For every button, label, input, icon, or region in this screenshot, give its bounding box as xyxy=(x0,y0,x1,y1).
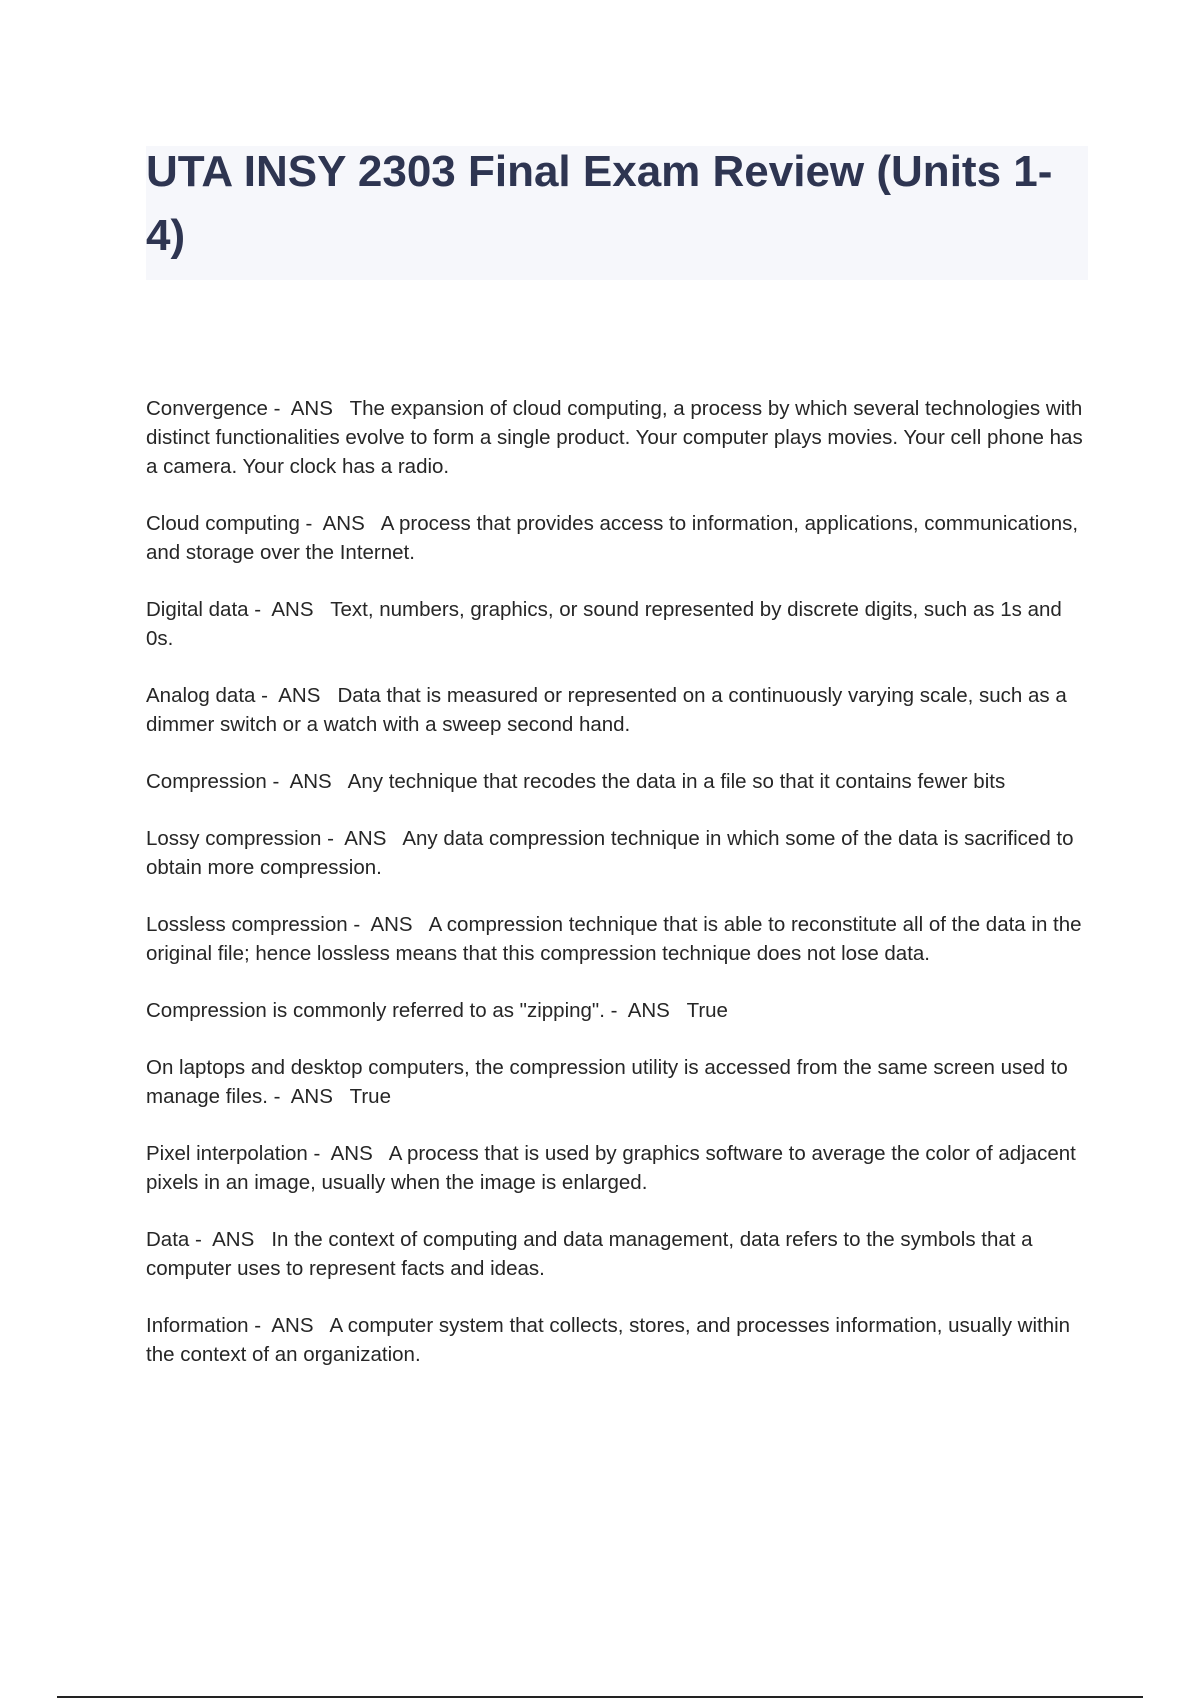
term: Lossless compression xyxy=(146,913,348,936)
ans-separator: - ANS xyxy=(307,1142,389,1165)
flashcard-entry xyxy=(146,1311,1091,1369)
term: Information xyxy=(146,1314,249,1337)
term: Cloud computing xyxy=(146,512,300,535)
definition: A computer system that collects, stores, and processes information, usually within the context of an organization. xyxy=(146,1314,1071,1366)
flashcard-entry xyxy=(146,681,1091,739)
ans-separator: - ANS xyxy=(266,770,348,793)
ans-separator: - ANS xyxy=(267,397,350,420)
term: Data xyxy=(146,1228,190,1251)
definition: A process that is used by graphics software to average the color of adjacent pixels in an image, usually when the image is enlarged. xyxy=(146,1142,1076,1194)
term: Compression is commonly referred to as "zipping". xyxy=(146,999,605,1022)
flashcard-entry xyxy=(146,824,1091,882)
flashcard-list xyxy=(146,394,1091,1397)
document-title: UTA INSY 2303 Final Exam Review (Units 1-4) xyxy=(146,147,1053,260)
ans-separator: - ANS xyxy=(267,1085,350,1108)
ans-separator: - ANS xyxy=(299,512,381,535)
term: Lossy compression xyxy=(146,827,322,850)
flashcard-entry xyxy=(146,595,1091,653)
ans-separator: - ANS xyxy=(248,1314,330,1337)
definition: In the context of computing and data management, data refers to the symbols that a computer uses to represent facts and ideas. xyxy=(146,1228,1033,1280)
definition: Any data compression technique in which some of the data is sacrificed to obtain more compression. xyxy=(146,827,1074,879)
ans-separator: - ANS xyxy=(347,913,429,936)
definition: A compression technique that is able to reconstitute all of the data in the original file; hence lossless means that this compression technique does not lose data. xyxy=(146,913,1082,965)
term: On laptops and desktop computers, the compression utility is accessed from the same screen used to manage files. xyxy=(146,1056,1068,1108)
definition: True xyxy=(349,1085,391,1108)
ans-separator: - ANS xyxy=(321,827,403,850)
flashcard-entry xyxy=(146,1139,1091,1197)
term: Pixel interpolation xyxy=(146,1142,308,1165)
flashcard-entry xyxy=(146,767,1091,796)
definition: True xyxy=(686,999,728,1022)
flashcard-entry xyxy=(146,394,1091,481)
term: Compression xyxy=(146,770,267,793)
footer-rule xyxy=(57,1696,1143,1698)
ans-separator: - ANS xyxy=(604,999,687,1022)
flashcard-entry xyxy=(146,1053,1091,1111)
flashcard-entry xyxy=(146,509,1091,567)
definition: A process that provides access to information, applications, communications, and storage over the Internet. xyxy=(146,512,1079,564)
term: Digital data xyxy=(146,598,249,621)
flashcard-entry xyxy=(146,1225,1091,1283)
definition: Any technique that recodes the data in a file so that it contains fewer bits xyxy=(347,770,1006,793)
definition: Text, numbers, graphics, or sound represented by discrete digits, such as 1s and 0s. xyxy=(146,598,1062,650)
ans-separator: - ANS xyxy=(189,1228,272,1251)
flashcard-entry xyxy=(146,996,1091,1025)
flashcard-entry xyxy=(146,910,1091,968)
ans-separator: - ANS xyxy=(248,598,331,621)
definition: The expansion of cloud computing, a process by which several technologies with distinct functionalities evolve to form a single product. Your computer plays movies. Your cell phone has a camera. Your clock has a radio. xyxy=(146,397,1083,478)
term: Analog data xyxy=(146,684,256,707)
definition: Data that is measured or represented on a continuously varying scale, such as a dimmer switch or a watch with a sweep second hand. xyxy=(146,684,1067,736)
term: Convergence xyxy=(146,397,268,420)
ans-separator: - ANS xyxy=(255,684,338,707)
